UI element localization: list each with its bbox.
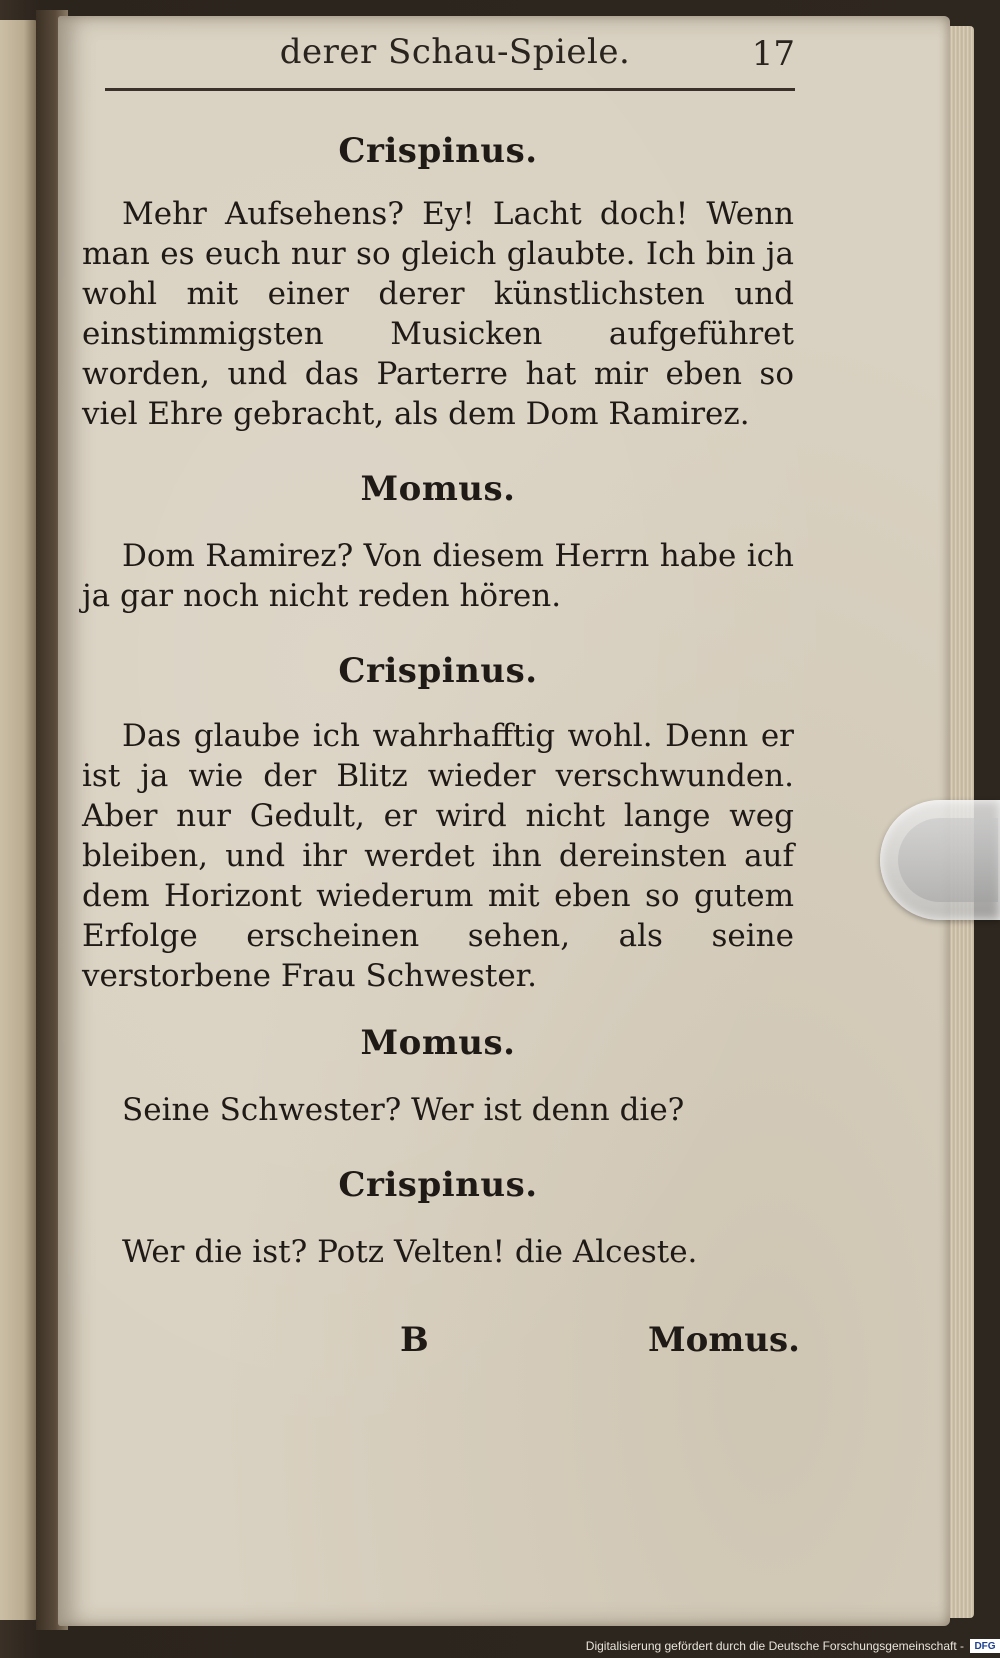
speaker-label: Crispinus. xyxy=(338,651,538,691)
speech-paragraph: Dom Ramirez? Von diesem Herrn habe ich ja gar noch nicht reden hören. xyxy=(82,538,794,614)
catchword: Momus. xyxy=(648,1320,800,1360)
text-block xyxy=(82,118,794,1272)
speaker-label: Crispinus. xyxy=(338,1165,538,1205)
speech-paragraph: Das glaube ich wahrhafftig wohl. Denn er ist ja wie der Blitz wieder verschwunden. Aber nur Gedult, er wird nicht lange weg bleiben, und ihr werdet ihn dereinsten auf dem Horizont wiederum mit eben so gutem Erfolge erscheinen sehen, als seine verstorbene Frau Schwester. xyxy=(82,718,794,994)
page-foot-marks xyxy=(400,1320,800,1366)
speaker-label: Momus. xyxy=(360,1023,516,1063)
page-clip-inner xyxy=(898,818,998,902)
header-rule xyxy=(105,88,795,91)
digitization-footer xyxy=(560,1634,1000,1658)
page-number: 17 xyxy=(751,34,795,74)
speech-paragraph: Wer die ist? Potz Velten! die Alceste. xyxy=(122,1234,698,1270)
page-clip xyxy=(880,800,1000,920)
facing-page-edge xyxy=(0,20,40,1620)
running-title: derer Schau-Spiele. xyxy=(279,32,631,72)
dfg-logo: DFG xyxy=(970,1639,1000,1653)
speech-paragraph: Seine Schwester? Wer ist denn die? xyxy=(122,1092,685,1128)
funding-note: Digitalisierung gefördert durch die Deutsche Forschungsgemeinschaft - xyxy=(585,1639,964,1653)
running-head xyxy=(105,32,795,92)
speaker-label: Crispinus. xyxy=(338,131,538,171)
signature-mark: B xyxy=(400,1320,429,1360)
speech-paragraph: Mehr Aufsehens? Ey! Lacht doch! Wenn man es euch nur so gleich glaubte. Ich bin ja wohl mit einer derer künstlichsten und einstimmigsten Musicken aufgeführet worden, und das Parterre hat mir eben so viel Ehre gebracht, als dem Dom Ramirez. xyxy=(82,196,794,432)
speaker-label: Momus. xyxy=(360,469,516,509)
